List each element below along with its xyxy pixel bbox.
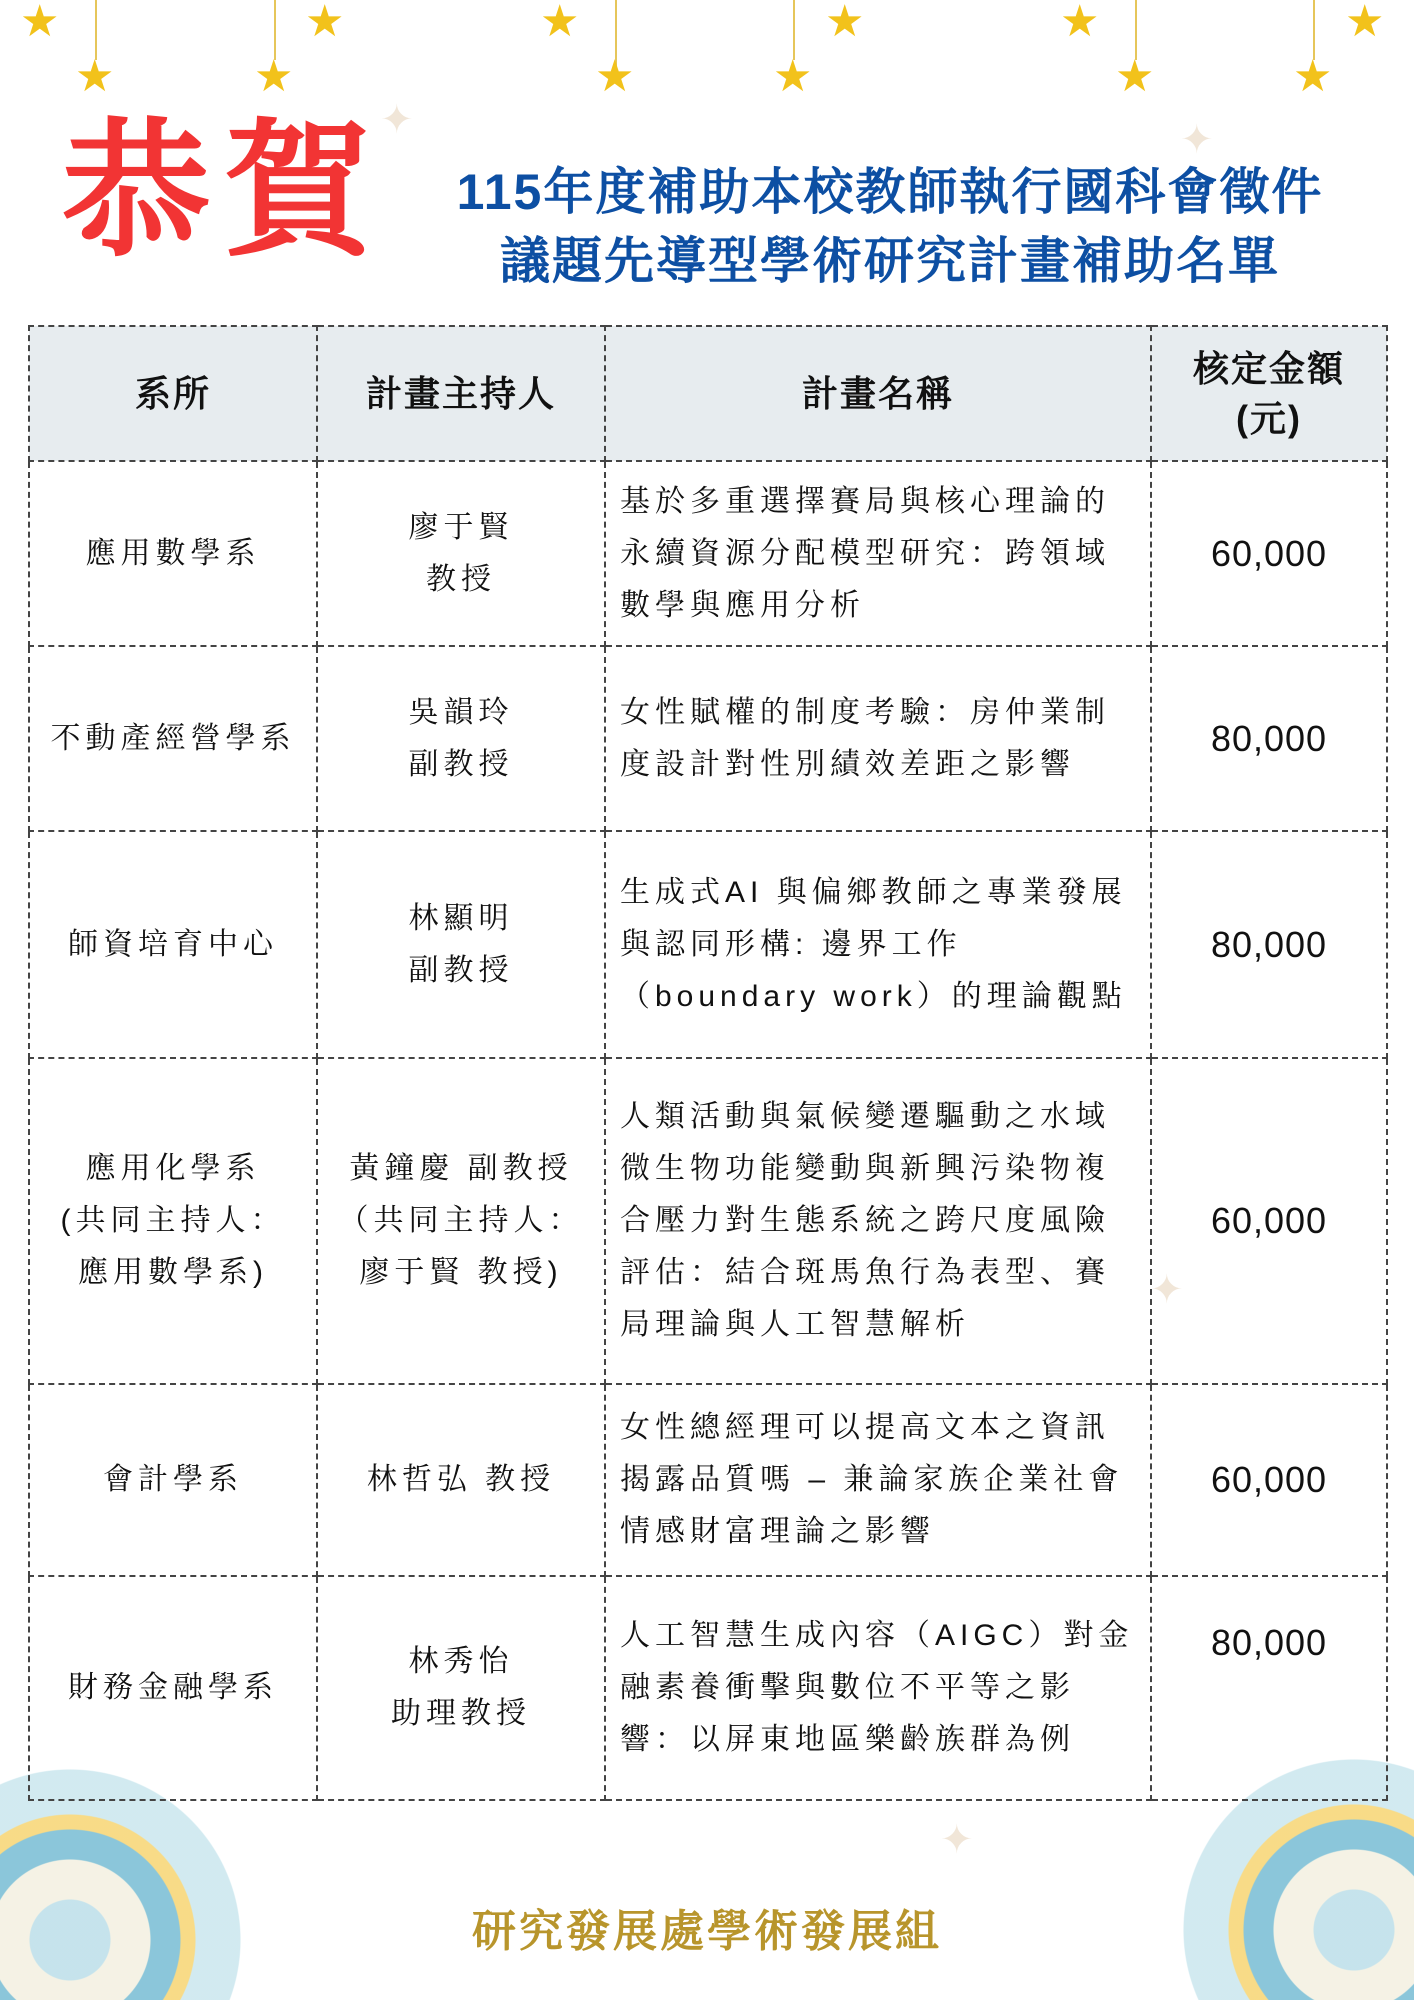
department-cell: 應用數學系: [29, 461, 317, 646]
footer-organization: 研究發展處學術發展組: [472, 1907, 942, 1956]
star-icon: ★: [595, 52, 635, 101]
column-header-amount: 核定金額 (元): [1151, 326, 1387, 461]
pi-cell: 林秀怡 助理教授: [317, 1576, 605, 1800]
pi-cell: 吳韻玲 副教授: [317, 646, 605, 831]
title-line-1: 115年度補助本校教師執行國科會徵件: [456, 164, 1324, 220]
star-icon: ★: [20, 0, 60, 46]
pi-cell: 黃鐘慶 副教授 （共同主持人： 廖于賢 教授): [317, 1058, 605, 1384]
amount-cell: 80,000: [1151, 646, 1387, 831]
project-cell: 人工智慧生成內容（AIGC）對金 融素養衝擊與數位不平等之影 響：以屏東地區樂齡族群為例: [605, 1576, 1151, 1800]
table-row: [29, 1058, 1387, 1384]
title-line-2: 議題先導型學術研究計畫補助名單: [500, 233, 1280, 289]
project-cell: 基於多重選擇賽局與核心理論的 永續資源分配模型研究：跨領域 數學與應用分析: [605, 461, 1151, 646]
column-header-department: 系所: [29, 326, 317, 461]
table-row: [29, 1384, 1387, 1576]
congrats-heading: 恭賀: [62, 109, 386, 274]
column-header-project: 計畫名稱: [605, 326, 1151, 461]
project-cell: 人類活動與氣候變遷驅動之水域 微生物功能變動與新興污染物複 合壓力對生態系統之跨尺度風險 評估：結合斑馬魚行為表型、賽 局理論與人工智慧解析: [605, 1058, 1151, 1384]
table-row: [29, 461, 1387, 646]
project-cell: 生成式AI 與偏鄉教師之專業發展 與認同形構: 邊界工作 （boundary work）的理論觀點: [605, 831, 1151, 1058]
string-decoration: [1313, 0, 1315, 60]
star-icon: ★: [825, 0, 865, 46]
table-row: [29, 831, 1387, 1058]
department-cell: 不動產經營學系: [29, 646, 317, 831]
amount-cell: 80,000: [1151, 1576, 1387, 1800]
pi-cell: 林哲弘 教授: [317, 1384, 605, 1576]
sparkle-icon: ✦: [940, 1818, 974, 1862]
table-header-row: [29, 326, 1387, 461]
pi-cell: 林顯明 副教授: [317, 831, 605, 1058]
star-icon: ★: [773, 52, 813, 101]
amount-cell: 80,000: [1151, 831, 1387, 1058]
string-decoration: [274, 0, 276, 60]
grant-list-table: [28, 325, 1388, 1801]
sparkle-icon: ✦: [1180, 118, 1214, 162]
sparkle-icon: ✦: [1150, 1268, 1184, 1312]
star-icon: ★: [1115, 52, 1155, 101]
table-row: [29, 646, 1387, 831]
string-decoration: [1135, 0, 1137, 60]
string-decoration: [95, 0, 97, 60]
project-cell: 女性總經理可以提高文本之資訊 揭露品質嗎 – 兼論家族企業社會 情感財富理論之影響: [605, 1384, 1151, 1576]
star-icon: ★: [540, 0, 580, 46]
string-decoration: [793, 0, 795, 60]
star-icon: ★: [305, 0, 345, 46]
star-icon: ★: [1293, 52, 1333, 101]
department-cell: 應用化學系 (共同主持人： 應用數學系): [29, 1058, 317, 1384]
star-icon: ★: [1345, 0, 1385, 46]
amount-cell: 60,000: [1151, 461, 1387, 646]
star-icon: ★: [1060, 0, 1100, 46]
department-cell: 會計學系: [29, 1384, 317, 1576]
pi-cell: 廖于賢 教授: [317, 461, 605, 646]
column-header-pi: 計畫主持人: [317, 326, 605, 461]
star-icon: ★: [75, 52, 115, 101]
table-row: [29, 1576, 1387, 1800]
sparkle-icon: ✦: [380, 98, 414, 142]
amount-cell: 60,000: [1151, 1384, 1387, 1576]
department-cell: 師資培育中心: [29, 831, 317, 1058]
amount-cell: 60,000: [1151, 1058, 1387, 1384]
project-cell: 女性賦權的制度考驗：房仲業制 度設計對性別績效差距之影響: [605, 646, 1151, 831]
star-icon: ★: [254, 52, 294, 101]
department-cell: 財務金融學系: [29, 1576, 317, 1800]
